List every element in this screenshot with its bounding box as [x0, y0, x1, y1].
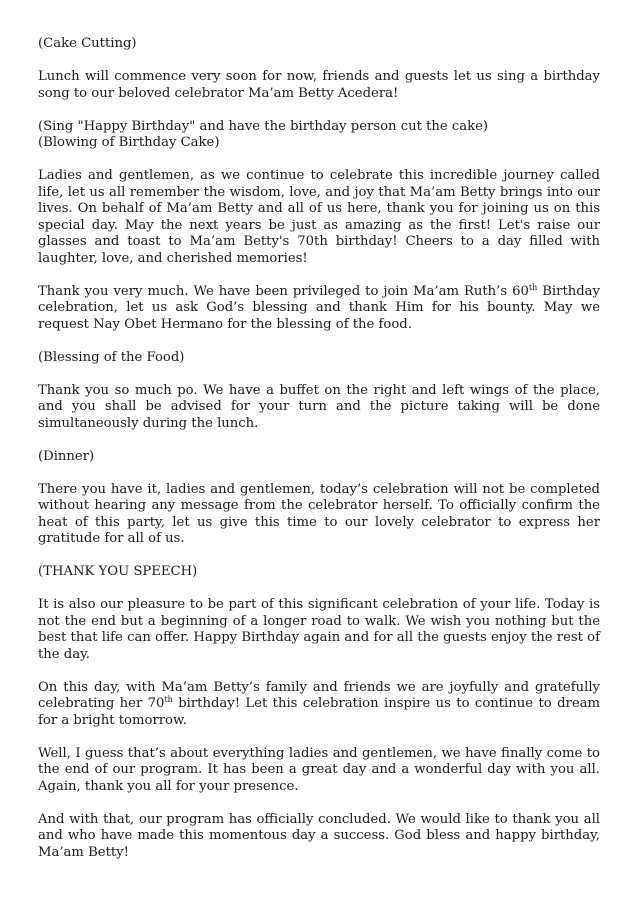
cue-cake-cutting: (Cake Cutting) — [38, 36, 137, 51]
this-day-text-end: birthday! Let this celebration inspire us to continue to dream for a bright tomorrow. — [38, 696, 601, 728]
paragraph-this-day — [38, 680, 600, 730]
cue-blessing-of-food: (Blessing of the Food) — [38, 349, 185, 365]
blessing-text-start: Thank you very much. We have been privileged to join Ma’am Ruth’s 60 — [38, 283, 529, 299]
paragraph-toast: Ladies and gentlemen, as we continue to celebrate this incredible journey called life, let us all remember the wisdom, love, and joy that Ma’am Betty brings into our lives. On behalf of Ma’am Betty and all of us here, thank you for joining us on this special day. May the next years be just as amazing as the first! Let's raise our glasses and toast to Ma’am Betty's 70th birthday! Cheers to a day filled with laughter, love, and cherished memories! — [38, 168, 600, 266]
blessing-text-end: Birthday celebration, let us ask God’s blessing and thank Him for his bounty. May we request Nay Obet Hermano for the blessing of the food. — [38, 283, 600, 332]
paragraph-celebrator-message: There you have it, ladies and gentlemen, today’s celebration will not be completed without hearing any message from the celebrator herself. To officially confirm the heat of this party, let us give this time to our lovely celebrator to express her gratitude for all of us. — [38, 481, 600, 546]
paragraph-buffet: Thank you so much po. We have a buffet on the right and left wings of the place, and you shall be advised for your turn and the picture taking will be done simultaneously during the lunch. — [38, 382, 600, 431]
cue-thank-you-speech: (THANK YOU SPEECH) — [38, 564, 198, 579]
cue-sing-happy-birthday: (Sing "Happy Birthday" and have the birthday person cut the cake) — [38, 118, 489, 134]
document-page — [38, 36, 600, 861]
paragraph-pleasure: It is also our pleasure to be part of this significant celebration of your life. Today is not the end but a beginning of a longer road to walk. We wish you nothing but the best that life can offer. Happy Birthday again and for all the guests enjoy the rest of the day. — [38, 597, 600, 662]
this-day-text-start: On this day, with Ma’am Betty’s family and friends we are joyfully and gratefully celebrating her 70 — [38, 679, 600, 711]
paragraph-lunch-song: Lunch will commence very soon for now, friends and guests let us sing a birthday song to our beloved celebrator Ma’am Betty Acedera! — [38, 69, 600, 101]
paragraph-closing: And with that, our program has officially concluded. We would like to thank you all and who have made this momentous day a success. God bless and happy birthday, Ma’am Betty! — [38, 811, 600, 860]
ordinal-suffix: th — [164, 695, 173, 704]
cue-blowing-cake: (Blowing of Birthday Cake) — [38, 135, 220, 150]
paragraph-blessing-request — [38, 284, 600, 334]
cue-block-birthday — [38, 119, 600, 152]
ordinal-suffix: th — [528, 282, 538, 292]
paragraph-program-end: Well, I guess that’s about everything ladies and gentlemen, we have finally come to the end of our program. It has been a great day and a wonderful day with you all. Again, thank you all for your presence. — [38, 745, 600, 794]
cue-dinner: (Dinner) — [38, 448, 95, 464]
